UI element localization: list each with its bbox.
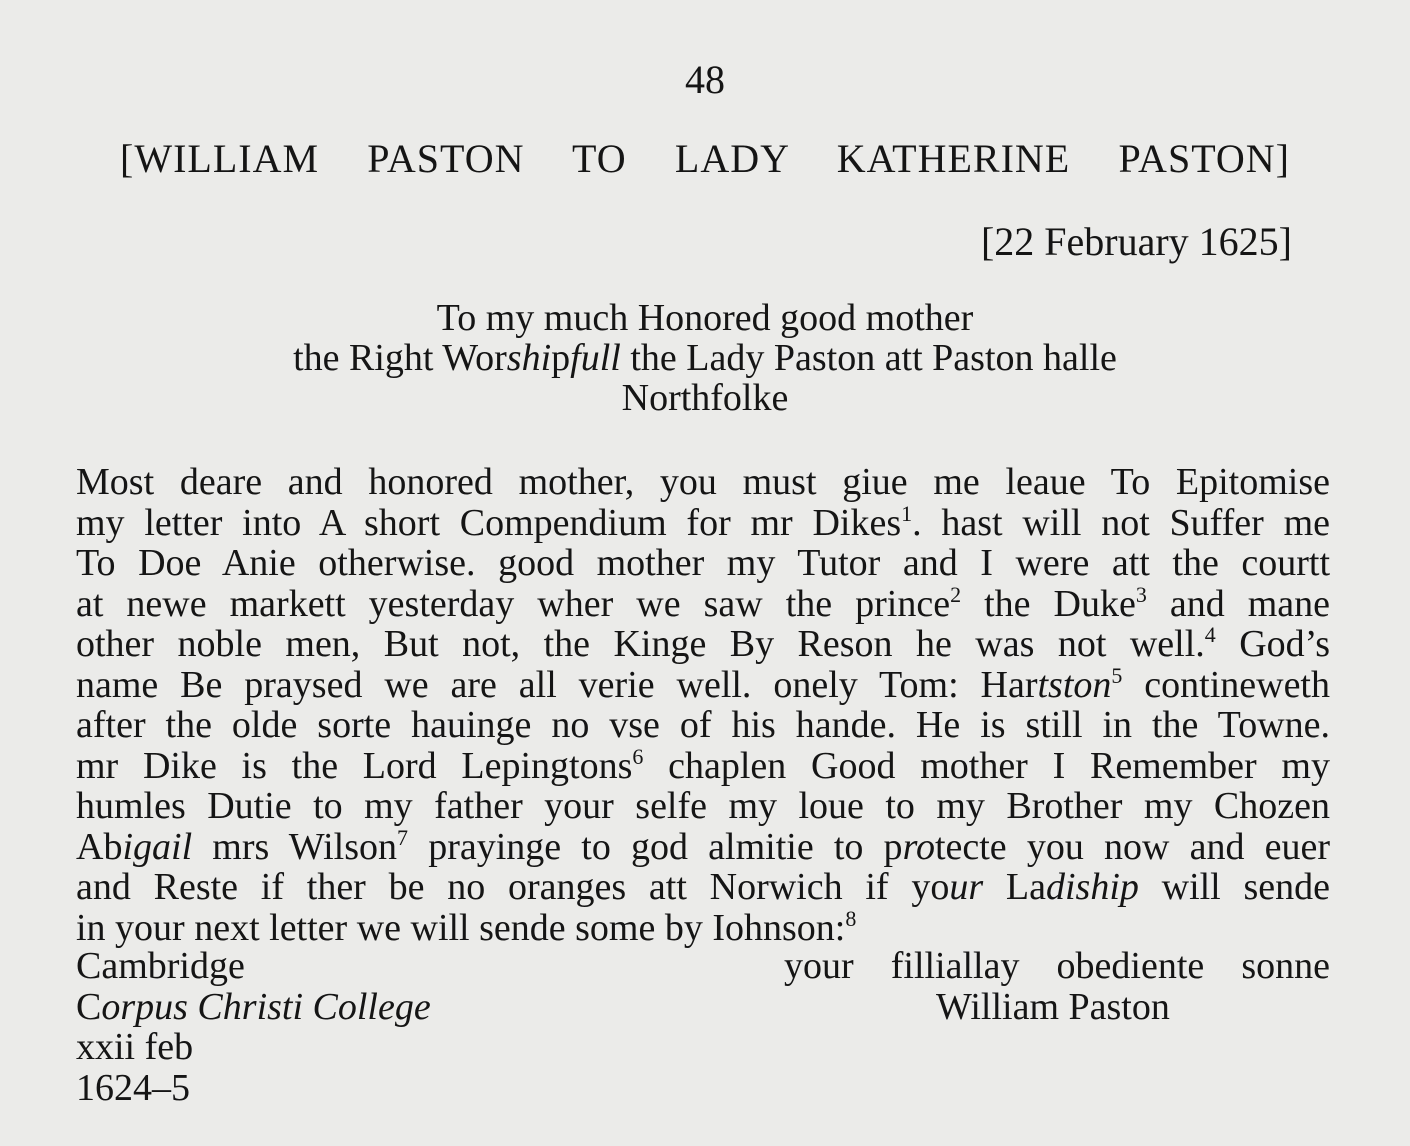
closing-row-3	[76, 1027, 1330, 1068]
body-line-6	[76, 662, 1330, 706]
letter-body	[76, 462, 1330, 948]
body-line-8-b: chaplen Good mother I Remember my	[643, 744, 1330, 787]
body-line-10-c: prayinge to god almitie to p	[408, 825, 903, 868]
body-line-8-a: mr Dike is the Lord Lepingtons	[76, 744, 633, 787]
body-line-11-a: and Reste if ther be no oranges att Norwich if yo	[76, 866, 950, 908]
body-line-10-d: tecte you now and euer	[934, 825, 1330, 868]
address-line-2-mid: p	[551, 337, 571, 379]
body-line-2	[76, 500, 1330, 544]
address-line-2-italic-a: shi	[506, 337, 552, 379]
body-line-6-italic: tston	[1037, 663, 1112, 706]
body-line-11	[76, 867, 1330, 908]
footnote-marker-3: 3	[1135, 581, 1147, 607]
body-line-11-italic-a: ur	[949, 866, 984, 908]
body-line-12	[76, 905, 1330, 949]
footnote-marker-6: 6	[632, 743, 644, 769]
letter-address	[0, 298, 1410, 418]
body-line-3: To Doe Anie otherwise. good mother my Tutor and I were att the courtt	[76, 542, 1330, 584]
footnote-marker-7: 7	[397, 824, 409, 850]
body-line-1: Most deare and honored mother, you must giue me leaue To Epitomise	[76, 461, 1330, 503]
body-line-11-c: will sende	[1138, 866, 1331, 908]
body-line-11-italic-b: diship	[1045, 866, 1139, 908]
closing-college-initial: C	[76, 985, 102, 1028]
footnote-marker-5: 5	[1111, 662, 1123, 688]
closing-date-2: 1624–5	[76, 1066, 190, 1109]
letter-closing	[76, 946, 1330, 1108]
body-line-10-italic-a: igail	[122, 825, 193, 868]
footnote-marker-1: 1	[901, 500, 913, 526]
body-line-7: after the olde sorte hauinge no vse of his hande. He is still in the Towne.	[76, 704, 1330, 746]
body-line-2-b: . hast will not Suffer me	[912, 501, 1330, 544]
body-line-4-c: and mane	[1146, 582, 1331, 625]
address-line-2	[0, 338, 1410, 378]
body-line-11-b: La	[983, 866, 1046, 908]
body-line-10-italic-b: ro	[902, 825, 935, 868]
address-line-2-start: the Right Wor	[293, 337, 507, 379]
footnote-marker-8: 8	[845, 905, 857, 931]
body-line-5	[76, 624, 1330, 665]
closing-college-italic: orpus Christi College	[101, 985, 431, 1028]
letter-date: [22 February 1625]	[980, 219, 1292, 264]
body-line-5-b: God’s	[1215, 623, 1330, 665]
footnote-marker-2: 2	[950, 581, 962, 607]
body-line-6-b: contineweth	[1122, 663, 1330, 706]
body-line-2-a: my letter into A short Compendium for mr Dikes	[76, 501, 902, 544]
closing-date-1: xxii feb	[76, 1026, 194, 1068]
page-number: 48	[685, 57, 725, 102]
body-line-10-a: Ab	[76, 825, 123, 868]
body-line-4-b: the Duke	[961, 582, 1136, 625]
body-line-4	[76, 581, 1331, 625]
body-line-5-a: other noble men, But not, the Kinge By Reson he was not well.	[76, 623, 1205, 665]
closing-college	[76, 987, 431, 1028]
address-line-1: To my much Honored good mother	[436, 297, 974, 339]
address-line-3: Northfolke	[621, 377, 789, 419]
closing-signature: William Paston	[936, 985, 1170, 1028]
address-line-2-italic-b: full	[570, 337, 621, 379]
closing-row-1	[76, 946, 1330, 987]
body-line-10	[76, 824, 1330, 868]
body-line-6-a: name Be praysed we are all verie well. onely Tom: Har	[76, 663, 1038, 706]
body-line-8	[76, 743, 1330, 787]
body-line-9: humles Dutie to my father your selfe my loue to my Brother my Chozen	[76, 785, 1330, 827]
letter-title: [WILLIAM PASTON TO LADY KATHERINE PASTON]	[120, 136, 1290, 181]
closing-row-4	[76, 1068, 1330, 1109]
closing-row-2	[76, 987, 1330, 1028]
address-line-2-end: the Lady Paston att Paston halle	[620, 337, 1117, 379]
closing-place: Cambridge	[76, 945, 245, 987]
body-line-10-b: mrs Wilson	[192, 825, 398, 868]
body-line-4-a: at newe markett yesterday wher we saw the prince	[76, 582, 951, 625]
body-line-12-a: in your next letter we will sende some by Iohnson:	[76, 906, 846, 949]
closing-sign-off: your filliallay obediente sonne	[784, 945, 1330, 987]
footnote-marker-4: 4	[1204, 622, 1216, 647]
